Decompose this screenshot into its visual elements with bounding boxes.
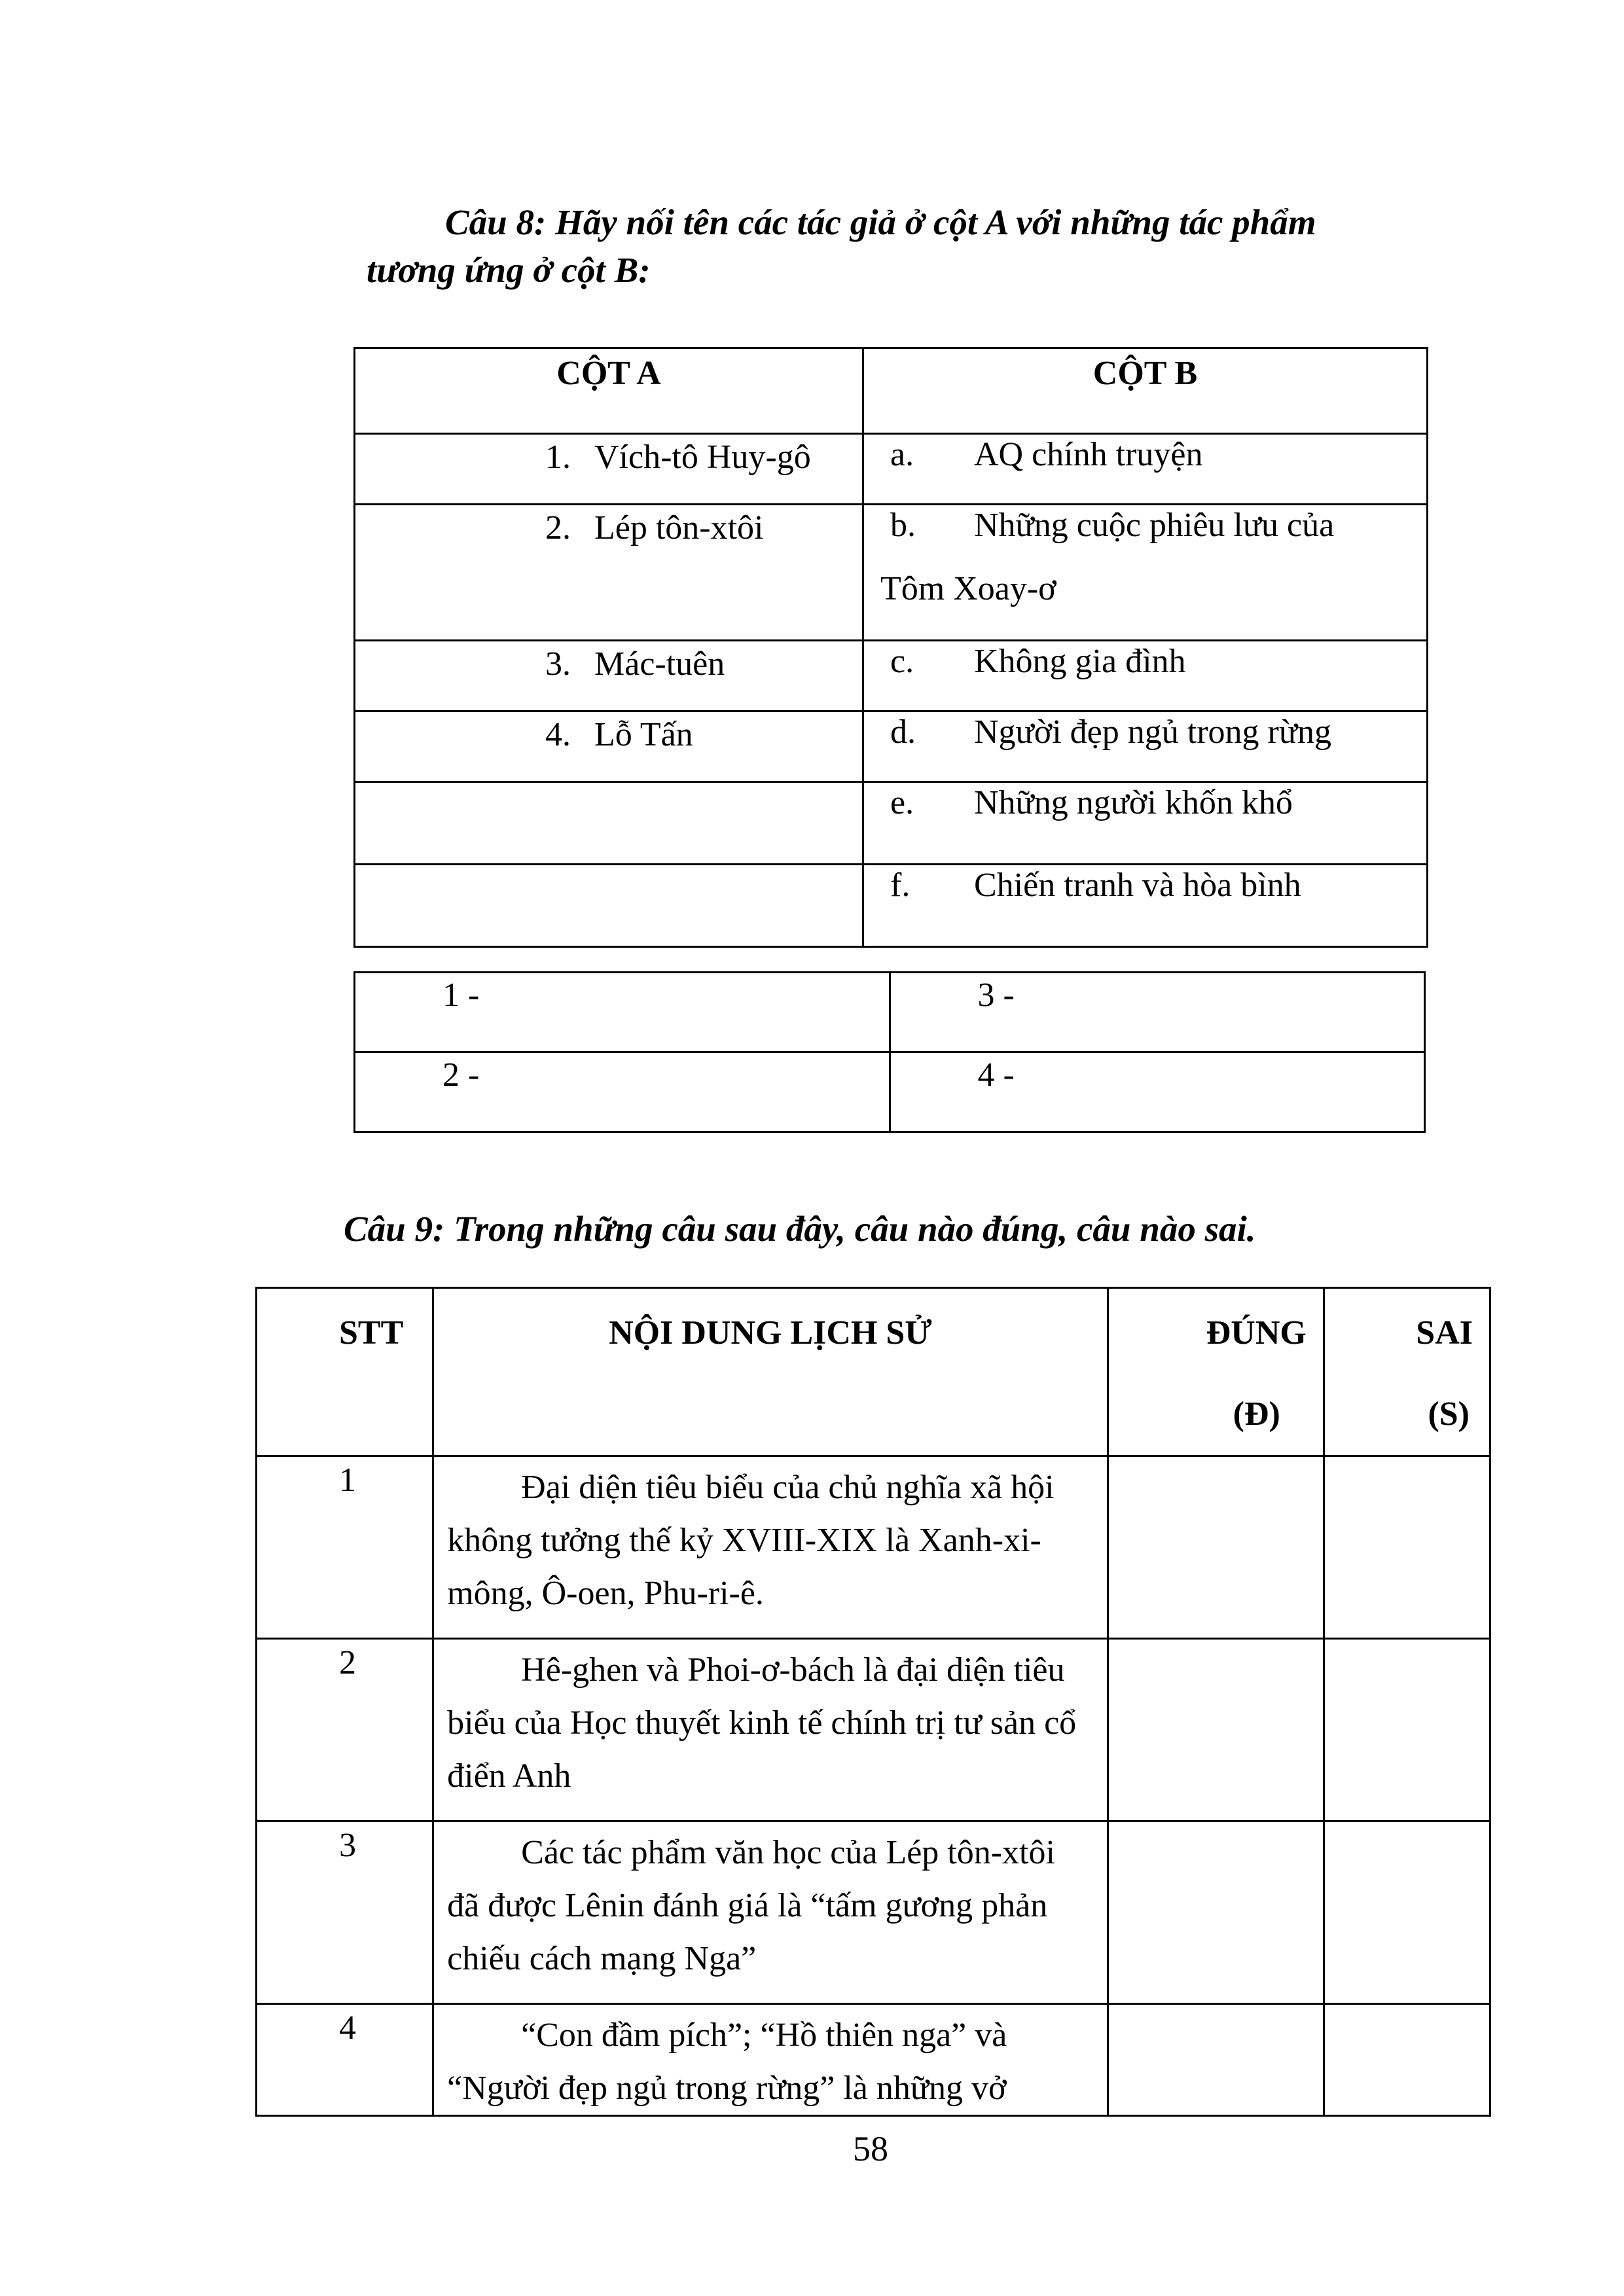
false-header: SAI (S) (1324, 1288, 1490, 1456)
answer-cell[interactable]: 4 - (890, 1052, 1425, 1132)
table-row (257, 1639, 1490, 1821)
author-cell: 2. Lép tôn-xtôi (355, 505, 863, 641)
empty-author-cell (355, 782, 863, 865)
false-answer-cell[interactable] (1324, 1456, 1490, 1639)
stt-cell: 3 (257, 1821, 433, 2004)
stt-cell: 4 (257, 2004, 433, 2116)
content-header: NỘI DUNG LỊCH SỬ (433, 1288, 1108, 1456)
author-cell: 4. Lỗ Tấn (355, 711, 863, 782)
statement-cell: Các tác phẩm văn học của Lép tôn-xtôi đã được Lênin đánh giá là “tấm gương phản chiếu cách mạng Nga” (433, 1821, 1108, 2004)
false-answer-cell[interactable] (1324, 1639, 1490, 1821)
question-9-title: Câu 9: Trong những câu sau đây, câu nào đúng, câu nào sai. (344, 1209, 1256, 1249)
stt-cell: 1 (257, 1456, 433, 1639)
work-cell: e. Những người khốn khổ (863, 782, 1428, 865)
answer-grid (353, 971, 1426, 1133)
false-answer-cell[interactable] (1324, 1821, 1490, 2004)
table-row (257, 1456, 1490, 1639)
work-cell: b. Những cuộc phiêu lưu của Tôm Xoay-ơ (863, 505, 1428, 641)
table-row (257, 1821, 1490, 2004)
statement-cell: Hê-ghen và Phoi-ơ-bách là đại diện tiêu biểu của Học thuyết kinh tế chính trị tư sản cổ điển Anh (433, 1639, 1108, 1821)
table-row (257, 2004, 1490, 2116)
author-cell: 1. Vích-tô Huy-gô (355, 434, 863, 505)
stt-header: STT (257, 1288, 433, 1456)
matching-table (353, 347, 1428, 948)
empty-author-cell (355, 865, 863, 947)
answer-cell[interactable]: 1 - (355, 973, 890, 1052)
answer-cell[interactable]: 3 - (890, 973, 1425, 1052)
work-cell: d. Người đẹp ngủ trong rừng (863, 711, 1428, 782)
work-cell: a. AQ chính truyện (863, 434, 1428, 505)
column-b-header: CỘT B (863, 348, 1428, 434)
page-number: 58 (853, 2129, 888, 2168)
author-cell: 3. Mác-tuên (355, 641, 863, 711)
question-8-title: Câu 8: Hãy nối tên các tác giả ở cột A với những tác phẩm (445, 202, 1316, 242)
false-answer-cell[interactable] (1324, 2004, 1490, 2116)
statement-cell: Đại diện tiêu biểu của chủ nghĩa xã hội không tưởng thế kỷ XVIII-XIX là Xanh-xi-mông, Ô-oen, Phu-ri-ê. (433, 1456, 1108, 1639)
true-answer-cell[interactable] (1108, 1639, 1324, 1821)
true-false-table (255, 1287, 1491, 2117)
question-8-title-cont: tương ứng ở cột B: (367, 250, 651, 290)
statement-cell: “Con đầm pích”; “Hồ thiên nga” và “Người đẹp ngủ trong rừng” là những vở (433, 2004, 1108, 2116)
true-answer-cell[interactable] (1108, 2004, 1324, 2116)
work-cell: f. Chiến tranh và hòa bình (863, 865, 1428, 947)
column-a-header: CỘT A (355, 348, 863, 434)
stt-cell: 2 (257, 1639, 433, 1821)
answer-cell[interactable]: 2 - (355, 1052, 890, 1132)
work-cell: c. Không gia đình (863, 641, 1428, 711)
true-answer-cell[interactable] (1108, 1821, 1324, 2004)
true-header: ĐÚNG (Đ) (1108, 1288, 1324, 1456)
true-answer-cell[interactable] (1108, 1456, 1324, 1639)
